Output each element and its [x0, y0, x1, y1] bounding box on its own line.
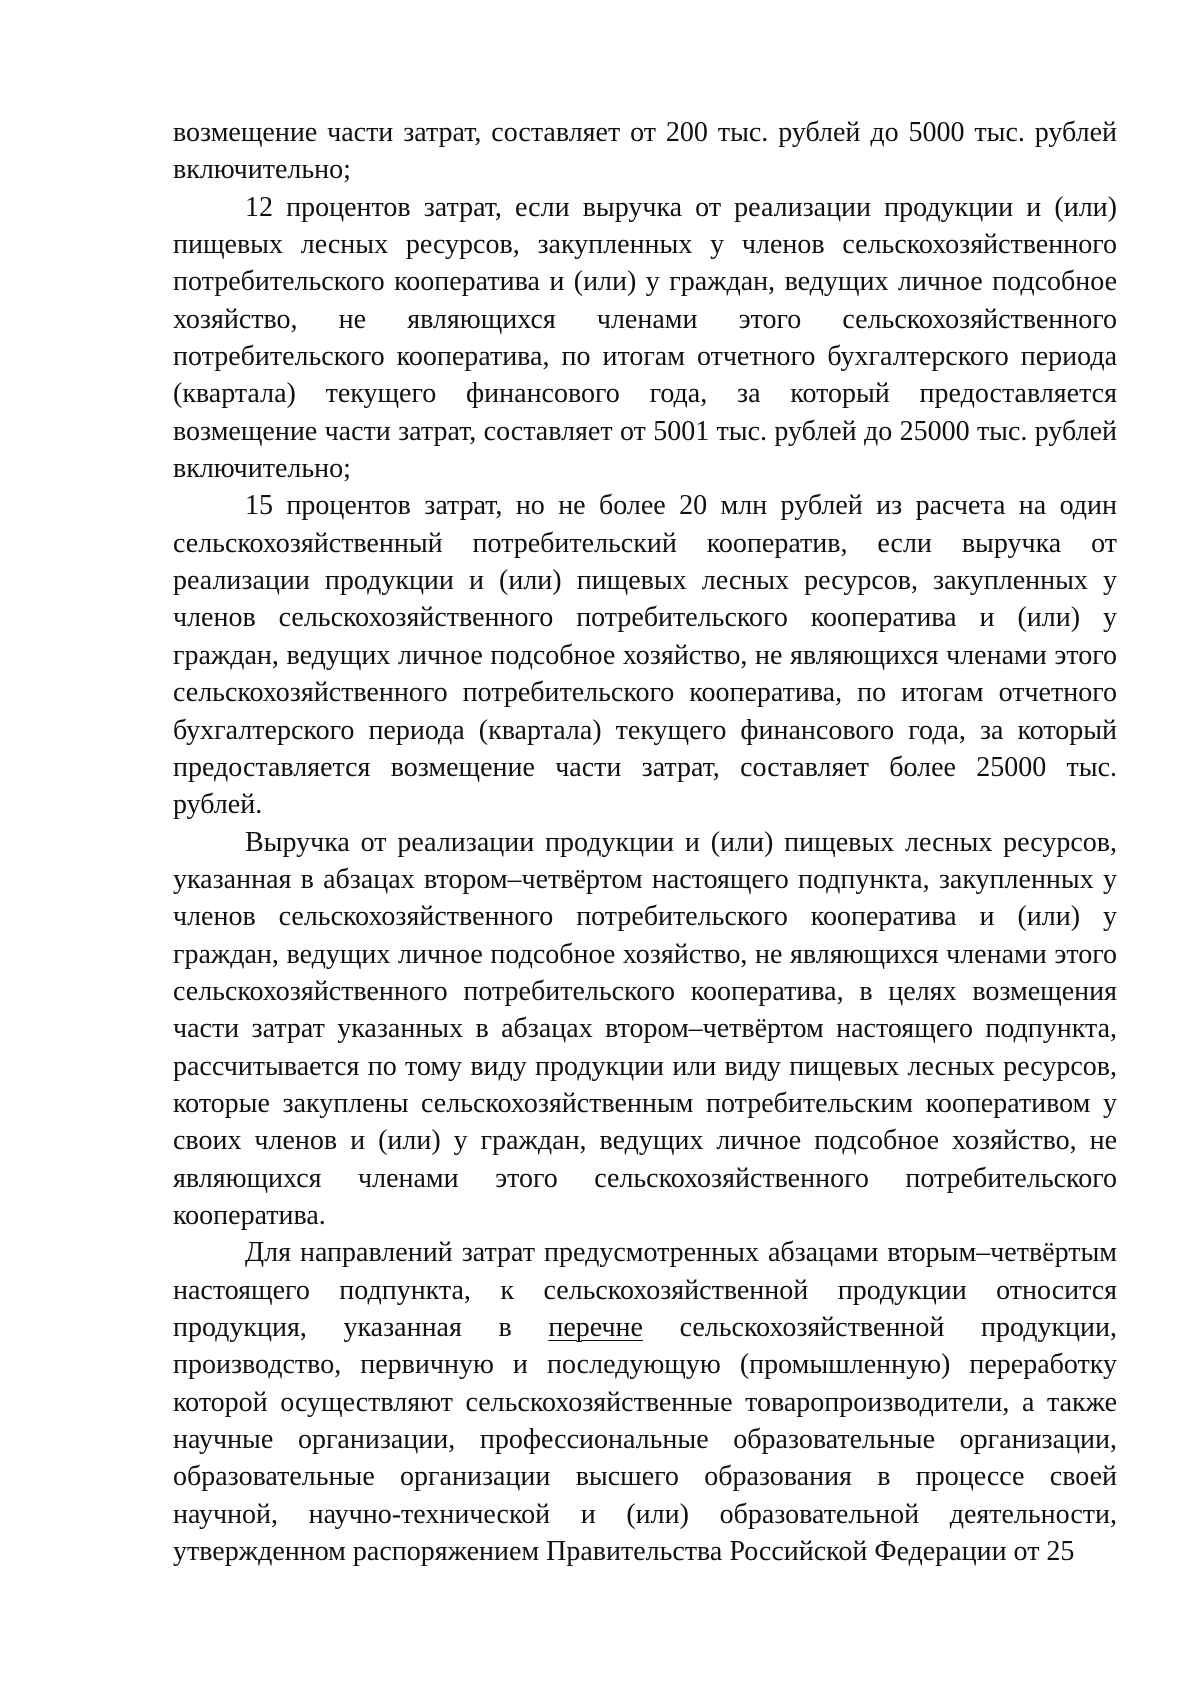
paragraph-product-list-lead: Для направлений затрат предусмотренных абзацами вторым–четвёртым настоящего подпункта, к сельскохозяйственной продукции относится продукция, указанная в: [173, 1237, 1117, 1343]
paragraph-revenue: Выручка от реализации продукции и (или) пищевых лесных ресурсов, указанная в абзацах втором–четвёртом настоящего подпункта, закупленных у членов сельскохозяйственного потребительского кооператива и (или) у граждан, ведущих личное подсобное хозяйство, не являющихся членами этого сельскохозяйственного потребительского кооператива, в целях возмещения части затрат указанных в абзацах втором–четвёртом настоящего подпункта, рассчитывается по тому виду продукции или виду пищевых лесных ресурсов, которые закуплены сельскохозяйственным потребительским кооперативом у своих членов и (или) у граждан, ведущих личное подсобное хозяйство, не являющихся членами этого сельскохозяйственного потребительского кооператива.: [173, 826, 1117, 1231]
paragraph-12-percent: 12 процентов затрат, если выручка от реализации продукции и (или) пищевых лесных ресурсов, закупленных у членов сельскохозяйственного потребительского кооператива и (или) у граждан, ведущих личное подсобное хозяйство, не являющихся членами этого сельскохозяйственного потребительского кооператива, по итогам отчетного бухгалтерского периода (квартала) текущего финансового года, за который предоставляется возмещение части затрат, составляет от 5001 тыс. рублей до 25000 тыс. рублей включительно;: [173, 191, 1117, 485]
paragraph-product-list-tail: сельскохозяйственной продукции, производство, первичную и последующую (промышленную) переработку которой осуществляют сельскохозяйственные товаропроизводители, а также научные организации, профессиональные образовательные организации, образовательные организации высшего образования в процессе своей научной, научно-технической и (или) образовательной деятельности, утвержденном распоряжением Правительства Российской Федерации от 25: [173, 1312, 1117, 1568]
paragraph-continuation: возмещение части затрат, составляет от 200 тыс. рублей до 5000 тыс. рублей включительно;: [173, 117, 1117, 186]
document-body: [173, 114, 1117, 1570]
paragraph-product-list: [173, 1234, 1117, 1570]
paragraph-15-percent: 15 процентов затрат, но не более 20 млн рублей из расчета на один сельскохозяйственный потребительский кооператив, если выручка от реализации продукции и (или) пищевых лесных ресурсов, закупленных у членов сельскохозяйственного потребительского кооператива и (или) у граждан, ведущих личное подсобное хозяйство, не являющихся членами этого сельскохозяйственного потребительского кооператива, по итогам отчетного бухгалтерского периода (квартала) текущего финансового года, за который предоставляется возмещение части затрат, составляет более 25000 тыс. рублей.: [173, 490, 1117, 821]
perechen-link[interactable]: перечне: [548, 1312, 643, 1343]
